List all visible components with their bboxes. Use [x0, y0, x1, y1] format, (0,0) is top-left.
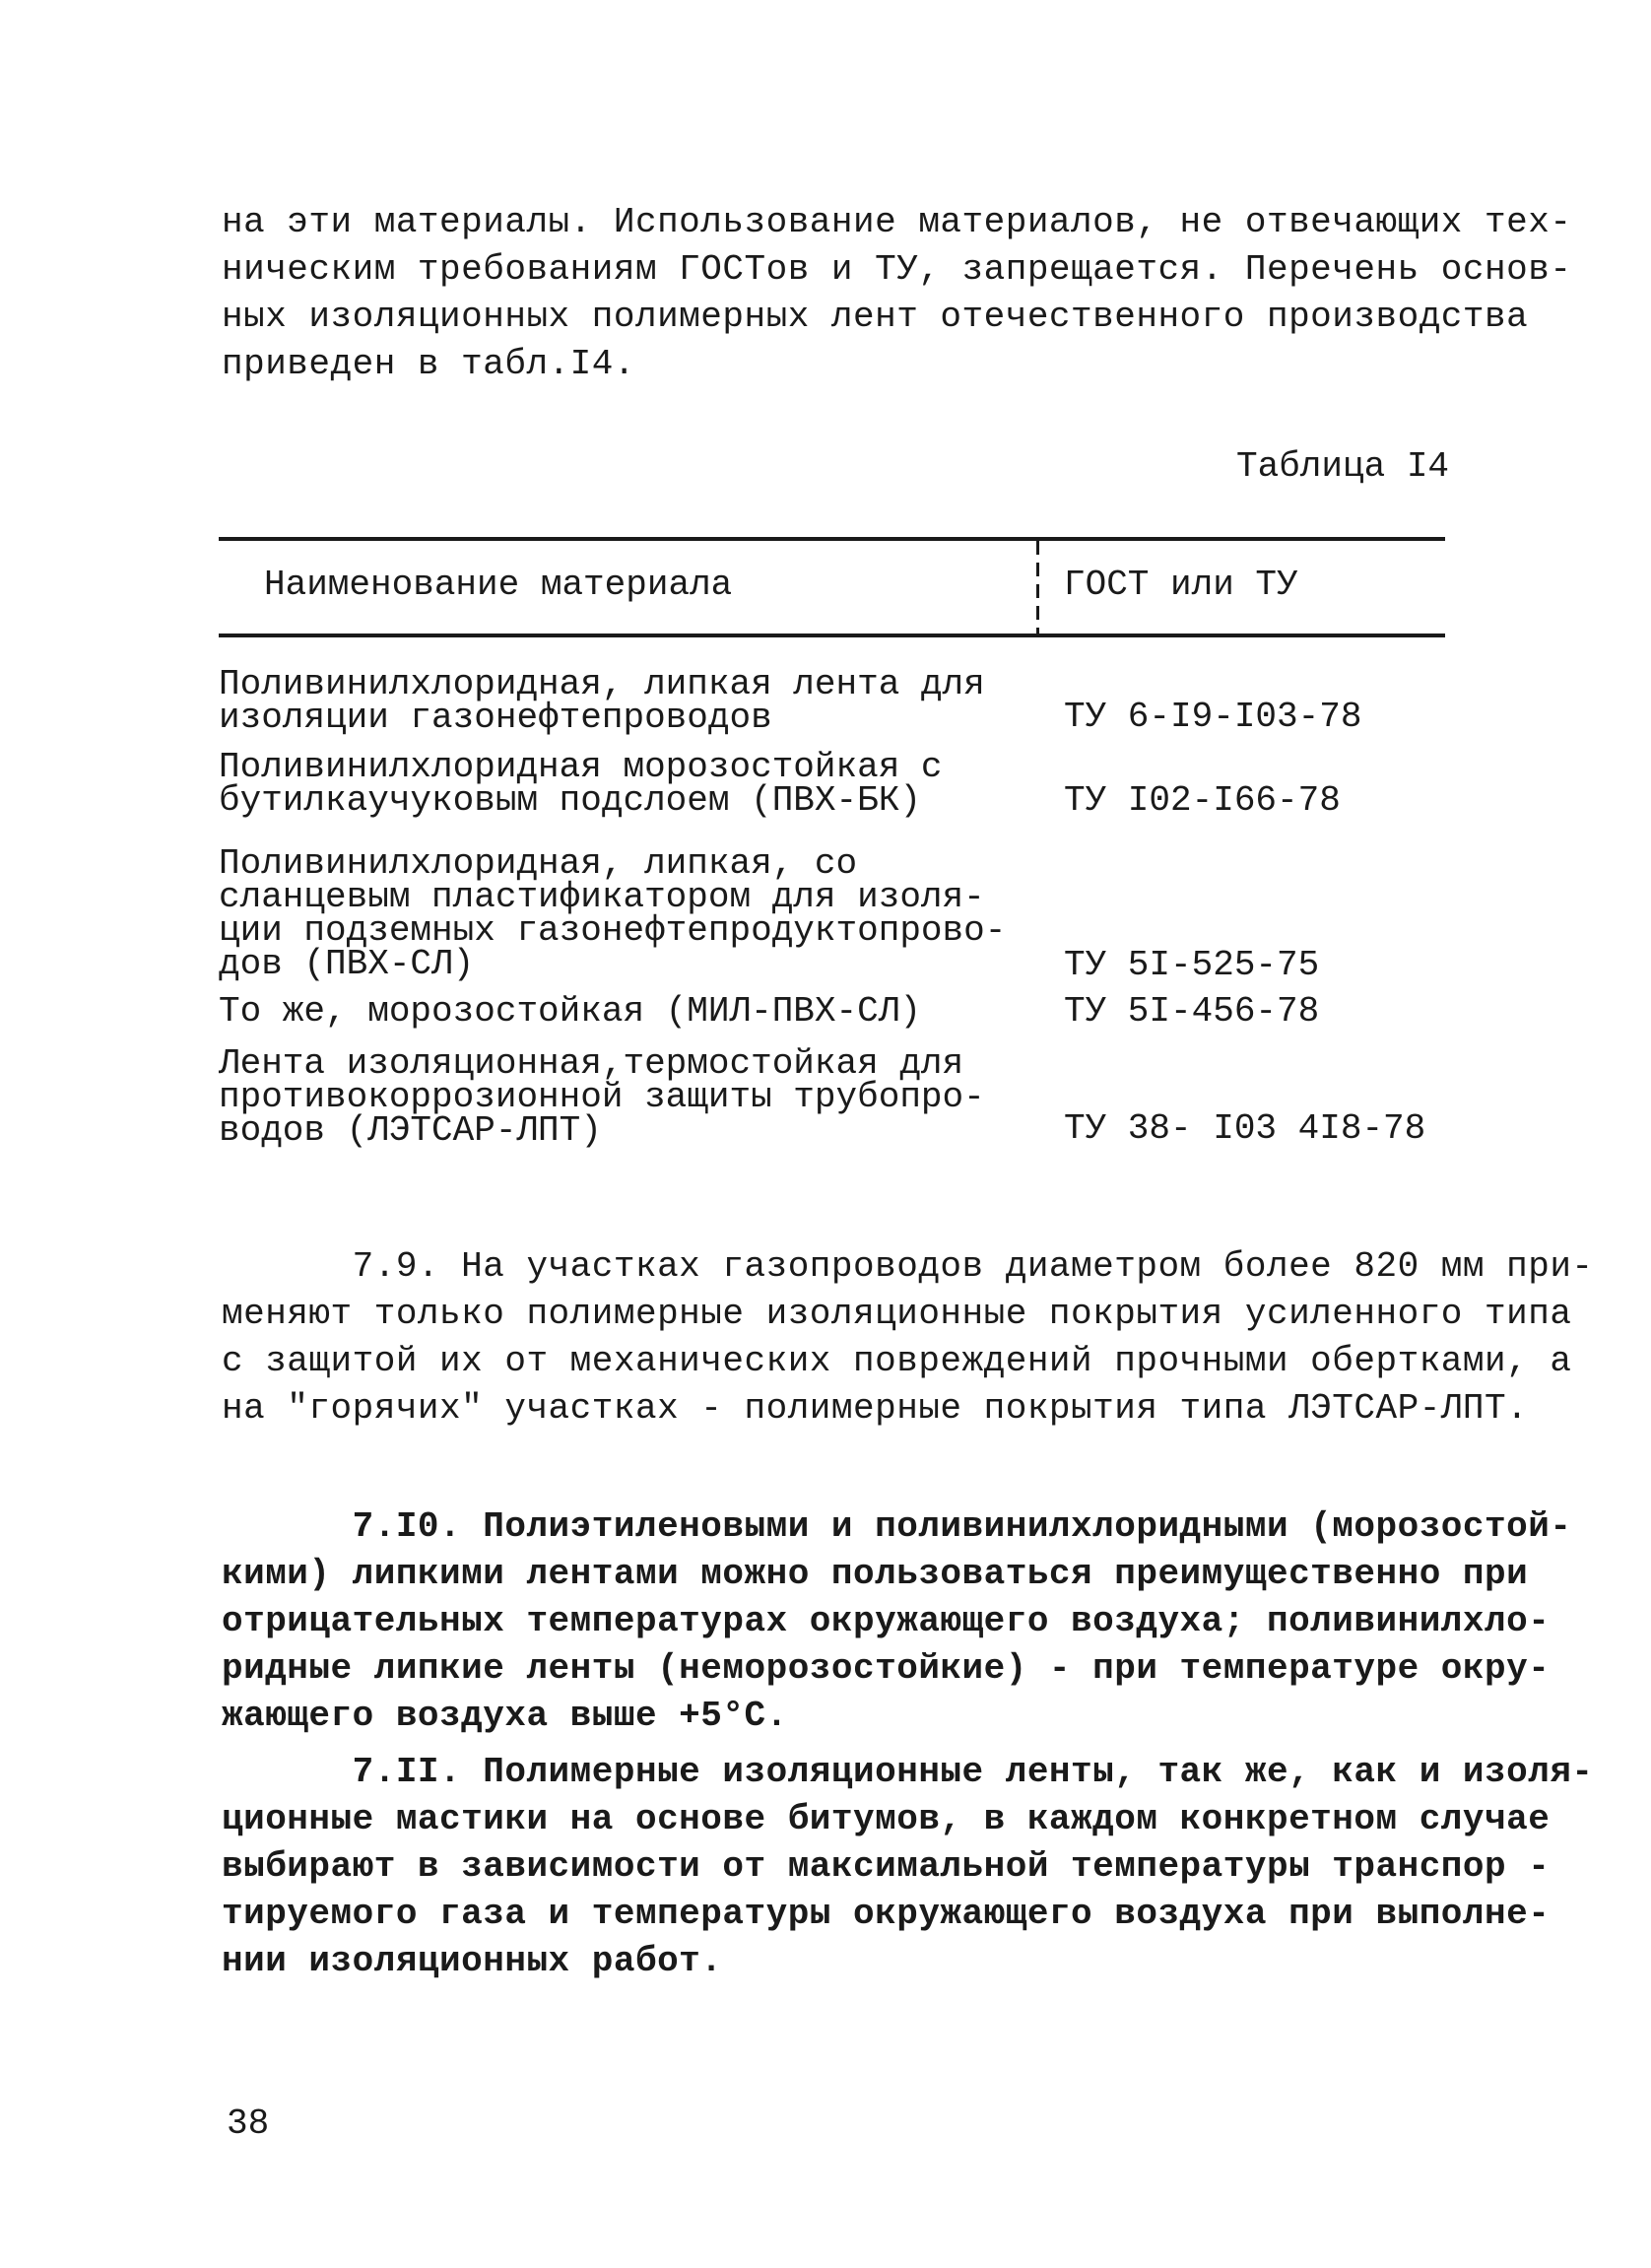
table-row-2-standard: ТУ I02-I66-78 [1064, 780, 1341, 821]
paragraph-7-10: 7.I0. Полиэтиленовыми и поливинилхлоридными (морозостой- кими) липкими лентами можно пользоваться преимущественно при отрицательных температурах окружающего воздуха; поливинилхло- ридные липкие ленты (неморозостойкие) - при температуре окру- жающего воздуха выше +5°С. [222, 1506, 1572, 1736]
table-row-3-standard: ТУ 5I-525-75 [1064, 945, 1320, 985]
table-row-1-name: Поливинилхлоридная, липкая лента для изоляции газонефтепроводов [219, 664, 985, 738]
paragraph-7-9: 7.9. На участках газопроводов диаметром более 820 мм при- меняют только полимерные изоляционные покрытия усиленного типа с защитой их от механических повреждений прочными обертками, а на "горячих" участках - полимерные покрытия типа ЛЭТСАР-ЛПТ. [222, 1246, 1594, 1429]
table-row-4-name: То же, морозостойкая (МИЛ-ПВХ-СЛ) [219, 991, 921, 1032]
table-header-name: Наименование материала [264, 565, 733, 605]
table-caption: Таблица I4 [1236, 446, 1450, 487]
paragraph-7-11: 7.II. Полимерные изоляционные ленты, так же, как и изоля- ционные мастики на основе битумов, в каждом конкретном случае выбирают в зависимости от максимальной температуры транспор - тируемого газа и температуры окружающего воздуха при выполне- нии изоляционных работ. [222, 1752, 1594, 1981]
table-row-4-standard: ТУ 5I-456-78 [1064, 991, 1320, 1032]
table-row-3-name: Поливинилхлоридная, липкая, со сланцевым пластификатором для изоля- ции подземных газонефтепродуктопрово- дов (ПВХ-СЛ) [219, 843, 1007, 984]
table-header-rule [219, 634, 1445, 637]
table-row-1-standard: ТУ 6-I9-I03-78 [1064, 697, 1362, 737]
table-row-2-name: Поливинилхлоридная морозостойкая с бутилкаучуковым подслоем (ПВХ-БК) [219, 747, 943, 821]
table-row-5-name: Лента изоляционная,термостойкая для противокоррозионной защиты трубопро- водов (ЛЭТСАР-ЛПТ) [219, 1043, 985, 1151]
table-header-separator [1036, 541, 1039, 634]
table-row-5-standard: ТУ 38- I03 4I8-78 [1064, 1108, 1426, 1149]
table-header-standard: ГОСТ или ТУ [1064, 565, 1298, 605]
page-number: 38 [227, 2103, 270, 2144]
table-top-rule [219, 537, 1445, 541]
intro-paragraph: на эти материалы. Использование материалов, не отвечающих тех- ническим требованиям ГОСТов и ТУ, запрещается. Перечень основ- ных изоляционных полимерных лент отечественного производства приведен в табл.I4. [222, 202, 1572, 384]
